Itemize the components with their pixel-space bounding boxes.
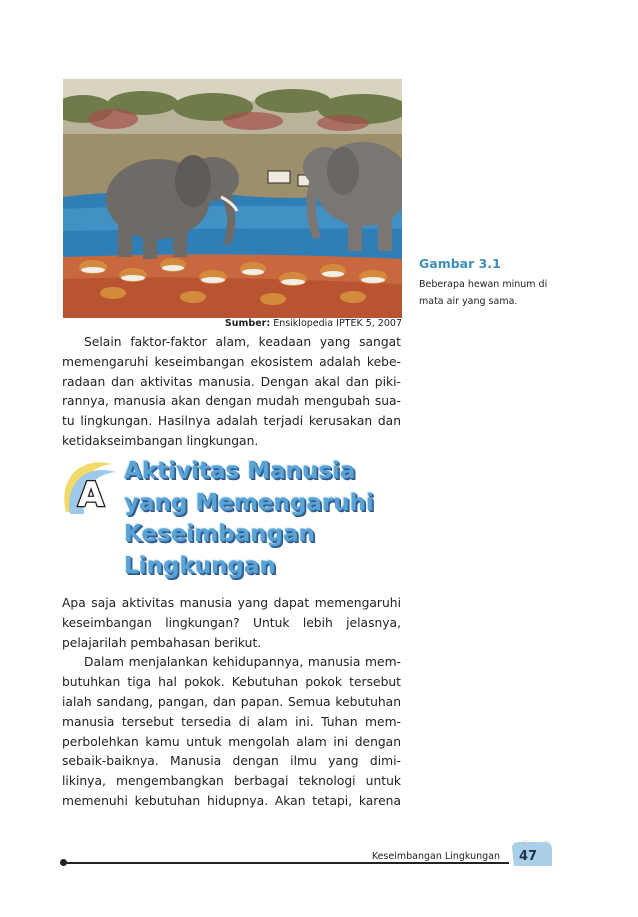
text-line: manusia tersebut tersedia di alam ini. Tuhan mem- bbox=[62, 714, 401, 729]
text-line: memengaruhi keseimbangan ekosistem adalah kebe- bbox=[62, 354, 401, 369]
text-line: perbolehkan kamu untuk mengolah alam ini dengan bbox=[62, 734, 401, 749]
heading-line: Keseimbangan bbox=[124, 521, 315, 547]
figure-source: Sumber: Ensiklopedia IPTEK 5, 2007 bbox=[224, 318, 402, 329]
text-line: likinya, mengembangkan berbagai teknologi untuk bbox=[62, 774, 401, 789]
footer-rule bbox=[63, 862, 509, 864]
text-line: ketidakseimbangan lingkungan. bbox=[62, 433, 259, 448]
figure-title: Gambar 3.1 bbox=[419, 256, 501, 271]
heading-line: yang Memengaruhi bbox=[124, 489, 374, 516]
waterhole-photo bbox=[63, 79, 402, 318]
text-line: keseimbangan lingkungan? Untuk lebih jelasnya, bbox=[62, 615, 401, 630]
heading-line: Lingkungan bbox=[124, 552, 276, 579]
text-line: sebaik-baiknya. Manusia dengan ilmu yang dimi- bbox=[62, 754, 401, 769]
text-line: memenuhi kebutuhan hidupnya. Akan tetapi, karena bbox=[62, 793, 401, 808]
heading-line: Aktivitas Manusia bbox=[124, 458, 356, 484]
caption-line: mata air yang sama. bbox=[419, 296, 518, 307]
text-line: tu lingkungan. Hasilnya adalah terjadi kerusakan dan bbox=[62, 414, 401, 429]
text-line: radaan dan aktivitas manusia. Dengan akal dan piki- bbox=[62, 374, 401, 389]
text-line: pelajarilah pembahasan berikut. bbox=[62, 635, 262, 650]
caption-line: Beberapa hewan minum di bbox=[419, 279, 548, 290]
text-line: rannya, manusia akan dengan mudah mengubah sua- bbox=[62, 394, 401, 409]
intro-paragraph bbox=[62, 333, 401, 452]
text-line: ialah sandang, pangan, dan papan. Semua kebutuhan bbox=[62, 694, 401, 709]
section-heading bbox=[124, 456, 414, 582]
text-line: Apa saja aktivitas manusia yang dapat memengaruhi bbox=[62, 596, 401, 610]
text-line: Dalam menjalankan kehidupannya, manusia mem- bbox=[84, 655, 401, 670]
body-paragraph bbox=[62, 594, 401, 812]
section-letter-icon bbox=[58, 458, 122, 518]
section-letter: A bbox=[77, 475, 105, 515]
text-line: butuhkan tiga hal pokok. Kebutuhan pokok tersebut bbox=[62, 675, 401, 690]
page-number: 47 bbox=[518, 849, 538, 864]
footer-chapter: Keseimbangan Lingkungan bbox=[371, 851, 500, 862]
figure-caption bbox=[419, 276, 569, 310]
text-line: Selain faktor-faktor alam, keadaan yang sangat bbox=[84, 335, 401, 349]
